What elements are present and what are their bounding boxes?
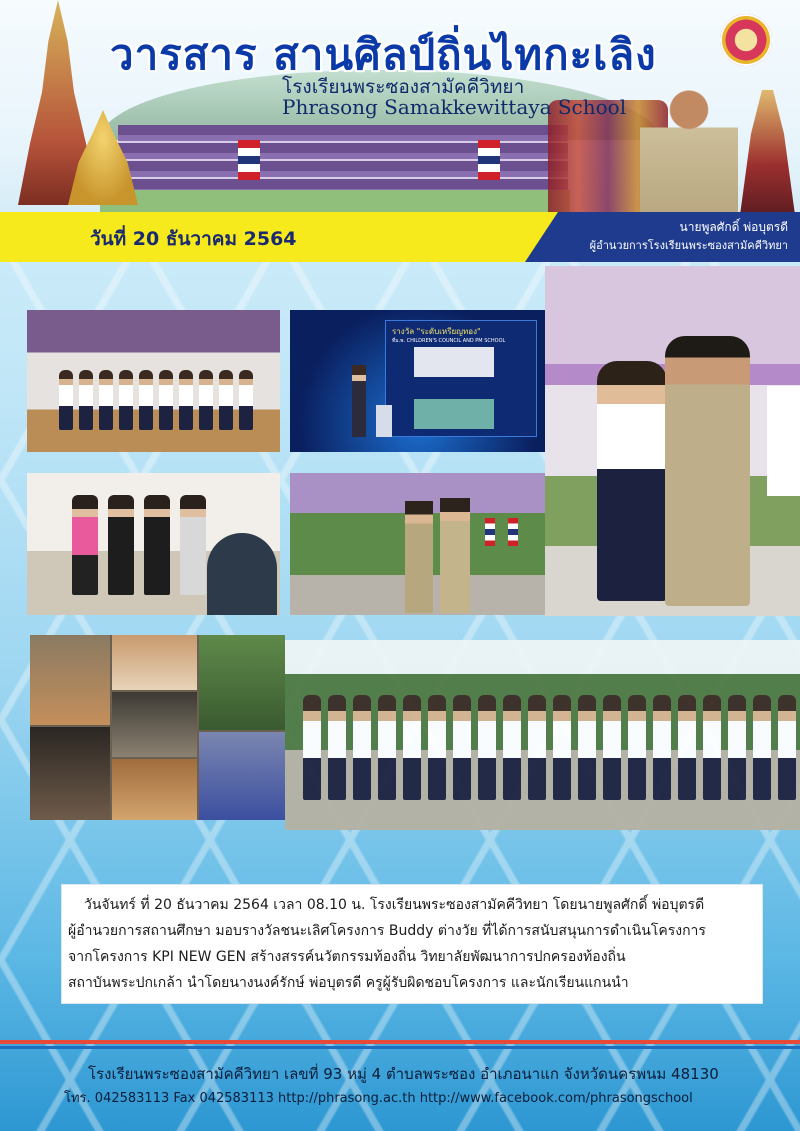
students-row: [59, 370, 253, 430]
footer-contact: โทร. 042583113 Fax 042583113 http://phrasong.ac.th http://www.facebook.com/phrasongschool: [64, 1091, 693, 1106]
photo-award-handover: [545, 266, 800, 616]
caption-line-2: ผู้อำนวยการสถานศึกษา มอบรางวัลชนะเลิศโครงการ Buddy ต่างวัย ที่ได้การสนับสนุนการดำเนินโครงการ: [68, 923, 706, 939]
award-sub: ที่ม.พ. CHILDREN'S COUNCIL AND PM SCHOOL: [392, 338, 506, 344]
thai-flag-icon: [508, 518, 518, 546]
journal-title: วารสาร สานศิลป์ถิ่นไทกะเลิง: [110, 30, 657, 79]
teachers-row: [72, 495, 206, 595]
date-band: [0, 212, 800, 262]
collage-tile: [112, 759, 197, 820]
collage-tile: [30, 727, 110, 820]
award-photo-top: [414, 347, 494, 377]
thai-flag-icon: [478, 140, 500, 180]
school-seal-icon: [720, 14, 772, 66]
thai-flag-icon: [238, 140, 260, 180]
teacher-figure: [405, 501, 433, 613]
collage-tile: [30, 635, 110, 725]
photo-group-hall: [27, 310, 280, 452]
photo-group-outdoor: [285, 640, 800, 830]
caption-line-3: จากโครงการ KPI NEW GEN สร้างสรรค์นวัตกรรมท้องถิ่น วิทยาลัยพัฒนาการปกครองท้องถิ่น: [68, 949, 626, 965]
collage-tile: [112, 692, 197, 757]
collage-tile: [199, 635, 285, 730]
student-right-figure: [767, 386, 800, 496]
dancer-woman-image: [740, 90, 795, 215]
photo-home-visits-collage: [30, 635, 285, 820]
photo-outdoor-handover: [290, 473, 545, 615]
audience-member: [207, 533, 277, 615]
collage-tile: [199, 732, 285, 820]
school-name-english: Phrasong Samakkewittaya School: [282, 95, 627, 119]
photo-meeting-room: [27, 473, 280, 615]
footer-stripe-red: [0, 1040, 800, 1044]
school-building-image: [118, 125, 568, 195]
award-photo-bottom: [414, 399, 494, 429]
student-figure: [597, 361, 667, 601]
director-figure: [665, 336, 750, 606]
students-row: [303, 695, 796, 800]
header-banner: [0, 0, 800, 215]
school-name-thai: โรงเรียนพระซองสามัคคีวิทยา: [282, 76, 525, 98]
footer-stripe-blue: [0, 1046, 800, 1049]
award-screen: [385, 320, 537, 437]
director-title: ผู้อำนวยการโรงเรียนพระซองสามัคคีวิทยา: [589, 239, 788, 252]
footer-address: โรงเรียนพระซองสามัคคีวิทยา เลขที่ 93 หมู่ 4 ตำบลพระซอง อำเภอนาแก จังหวัดนครพนม 48130: [88, 1065, 719, 1083]
director-figure-2: [440, 498, 470, 613]
photo-award-slide: [290, 310, 545, 452]
director-portrait: [640, 80, 738, 215]
director-name: นายพูลศักดิ์ พ่อบุตรดี: [679, 220, 788, 234]
caption-line-1: วันจันทร์ ที่ 20 ธันวาคม 2564 เวลา 08.10 น. โรงเรียนพระซองสามัคคีวิทยา โดยนายพูลศักดิ์ พ่อบุตรดี: [84, 897, 705, 913]
caption-line-4: สถาบันพระปกเกล้า นำโดยนางนงค์รักษ์ พ่อบุตรดี ครูผู้รับผิดชอบโครงการ และนักเรียนแกนนำ: [68, 975, 629, 991]
speaker-figure: [352, 365, 366, 437]
podium: [376, 405, 392, 437]
caption-box: [62, 885, 762, 1003]
collage-tile: [112, 635, 197, 690]
award-label: รางวัล "ระดับเหรียญทอง": [392, 327, 481, 336]
issue-date: วันที่ 20 ธันวาคม 2564: [90, 228, 297, 250]
thai-flag-icon: [485, 518, 495, 546]
